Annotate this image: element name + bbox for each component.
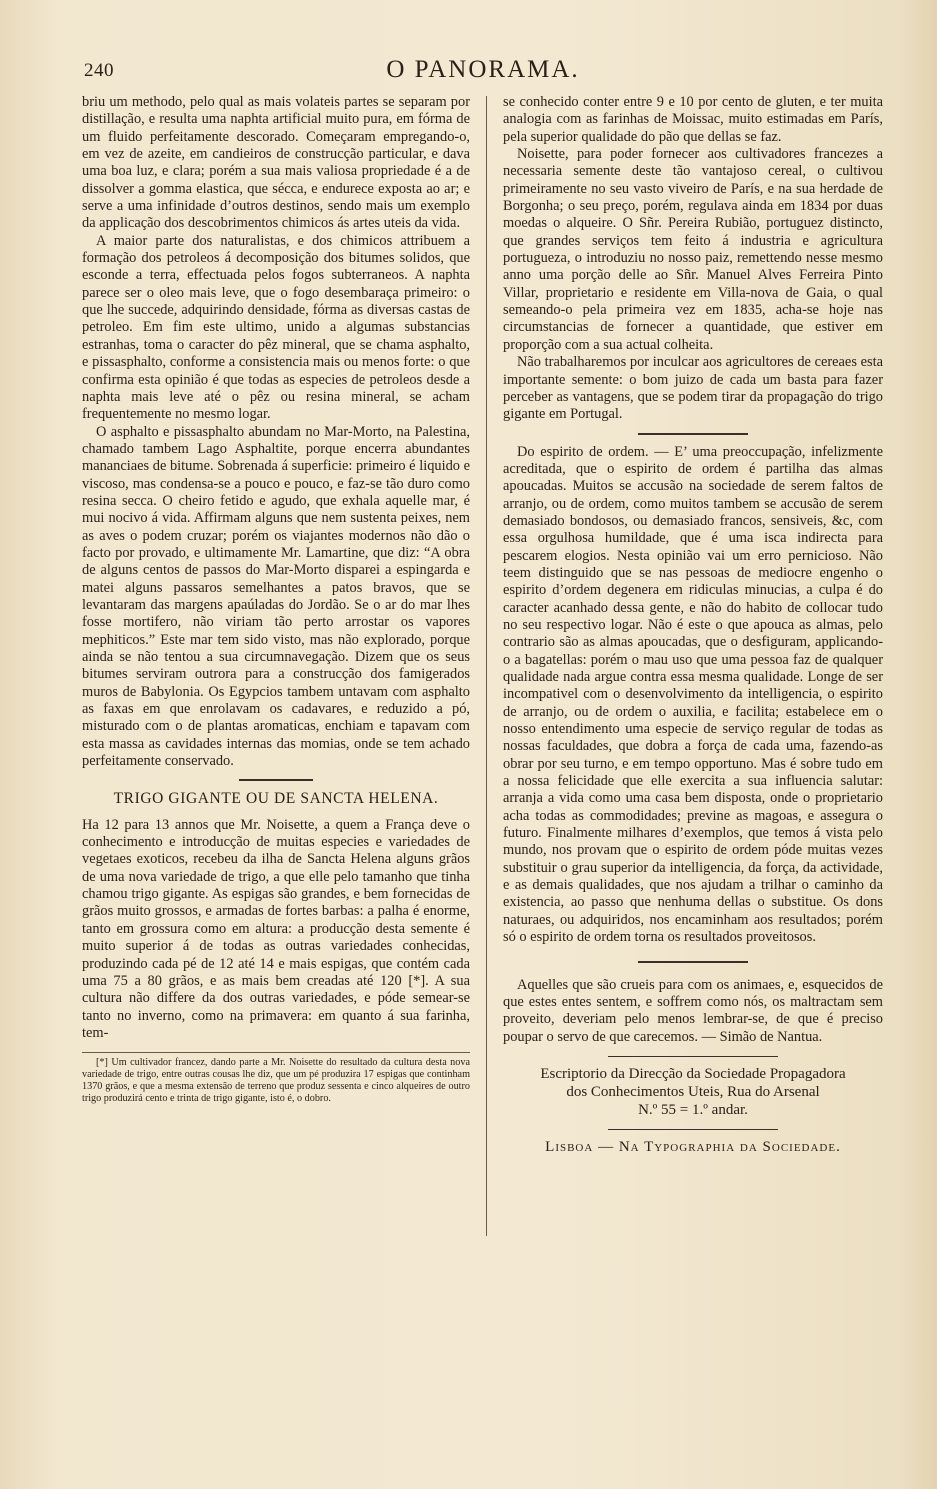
imprint-line-1: Escriptorio da Direcção da Sociedade Propagadora bbox=[540, 1065, 846, 1082]
article-divider bbox=[638, 433, 748, 435]
imprint-divider bbox=[608, 1056, 778, 1057]
imprint-line-3: N.º 55 = 1.º andar. bbox=[638, 1101, 748, 1118]
running-title: O PANORAMA. bbox=[386, 56, 580, 83]
article-divider-2 bbox=[638, 961, 748, 963]
right-paragraph-4: Do espirito de ordem. — E’ uma preoccupação, infelizmente acreditada, que o espirito de ordem é partilha das almas apoucadas. Muitos se accusão na sociedade de serem faltos de arranjo, ou de ordem, como muitos tambem se accusão de serem demasiado bondosos, ou demasiado francos, sensiveis, &c, com essa orgulhosa humildade, que é uma isca indirecta para pescarem elogios. Nesta opinião vai um erro pernicioso. Não teem distinguido que se nas pessoas de mediocre engenho o espirito d’ordem degenera em ridiculas minucias, a culpa é do caracter acanhado dessa gente, e não do habito de collocar tudo no seu respectivo logar. Não é este o que apouca as almas, pelo contrario são as almas apoucadas, que o desfiguram, applicando-o a bagatellas: porém o mau uso que uma pessoa faz de qualquer qualidade nada argue contra essa mesma qualidade. Longe de ser incompativel com o desenvolvimento da intelligencia, o espirito de arranjo, ou de ordem o auxilia, e facilita; estabelece em o nosso entendimento uma especie de serviço regular de todas as nossas faculdades, que dobra a força de cada uma, fazendo-as obrar por seu turno, e em tempo opportuno. Mas é sobre tudo em a nossa felicidade que elle exercita a sua influencia salutar: arranja a vida como uma casa bem disposta, onde o proprietario acha todas as commodidades; previne as magoas, e assegura o futuro. Finalmente milhares d’exemplos, que temos á vista pelo mundo, nos provam que o espirito de ordem póde muitas vezes substituir o grau superior da intelligencia, da força, da actividade, e as demais qualidades, que nos ajudam a trilhar o caminho da existencia, ao passo que nenhuma dellas o substitue. Os dons naturaes, ou adquiridos, nos encaminham aos resultados; porém só o espirito de ordem torna os resultados proveitosos. bbox=[503, 443, 883, 946]
imprint-line-2: dos Conhecimentos Uteis, Rua do Arsenal bbox=[566, 1083, 820, 1100]
printer-divider bbox=[608, 1129, 778, 1130]
footnote: [*] Um cultivador francez, dando parte a Mr. Noisette do resultado da cultura desta nova variedade de trigo, entre outras cousas lhe diz, que um pé produzira 17 espigas que continham 1370 grãos, e que a mesma extensão de terreno que produz sessenta e cinco alqueires de outro trigo produzirá cento e trinta de trigo gigante, isto é, o dobro. bbox=[82, 1057, 470, 1104]
right-paragraph-5: Aquelles que são crueis para com os animaes, e, esquecidos de que estes entes sentem, e soffrem como nós, os maltractam sem proveito, deveriam pelo menos lembrar-se, de que é preciso poupar o servo de que carecemos. — Simão de Nantua. bbox=[503, 976, 883, 1045]
left-paragraph-3: O asphalto e pissasphalto abundam no Mar-Morto, na Palestina, chamado tambem Lago Asphaltite, porque encerra abundantes mananciaes de bitume. Sobrenada á superficie: primeiro é liquido e viscoso, mas condensa-se a pouco e pouco, e faz-se tão duro como resina secca. O cheiro fetido e agudo, que exhala aquelle mar, é mui nocivo á vida. Affirmam alguns que nem sustenta peixes, nem as aves o podem cruzar; porém os viajantes modernos não dão o facto por provado, e ultimamente Mr. Lamartine, que diz: “A obra de alguns centos de passos do Mar-Morto disparei a espingarda e matei alguns passaros semelhantes a patos bravos, que se levantaram das margens apaúladas do Jordão. Se o ar do mar lhes fosse mortifero, não viriam tão perto arrostar os vapores mephiticos.” Este mar tem sido visto, mas não explorado, porque ainda se não tentou a sua circumnavegação. Dizem que os seus bitumes serviram outrora para a construcção dos famigerados muros de Babylonia. Os Egypcios tambem untavam com asphalto as faxas em que enrolavam os cadavares, e reduzido a pó, misturado com o de plantas aromaticas, enchiam e tapavam com esta massa as cavidades internas das momias, onde se tem achado perfeitamente conservado. bbox=[82, 423, 470, 770]
section-divider bbox=[239, 779, 313, 781]
right-paragraph-2: Noisette, para poder fornecer aos cultivadores francezes a necessaria semente deste tão vantajoso cereal, o cultivou primeiramente no seu vasto viveiro de París, e na sua herdade de Borgonha; o seu preço, porém, regulava ainda em 1834 por duas moedas o alqueire. O Sñr. Pereira Rubião, portuguez distincto, que grandes serviços tem feito á industria e agricultura portugueza, o introduziu no nosso paiz, remettendo nesse mesmo anno uma porção delle ao Sñr. Manuel Alves Ferreira Pinto Villar, proprietario e residente em Villa-nova de Gaia, o qual semeando-o pela primeira vez em 1835, acha-se hoje nas circumstancias de fornecer a quantidade, que estiver em proporção com a sua actual colheita. bbox=[503, 146, 883, 353]
footnote-divider bbox=[82, 1052, 470, 1053]
page-number: 240 bbox=[84, 60, 114, 81]
page-header bbox=[82, 56, 884, 86]
right-paragraph-3: Não trabalharemos por inculcar aos agricultores de cereaes esta importante semente: o bom juizo de cada um basta para fazer perceber as vantagens, que se podem tirar da propagação do trigo gigante em Portugal. bbox=[503, 354, 883, 423]
right-paragraph-1: se conhecido conter entre 9 e 10 por cento de gluten, e ter muita analogia com as farinhas de Moissac, muito estimadas em París, pela superior qualidade do pão que dellas se faz. bbox=[503, 94, 883, 145]
left-paragraph-2: A maior parte dos naturalistas, e dos chimicos attribuem a formação dos petroleos á decomposição dos bitumes solidos, que esconde a terra, effectuada pelos fogos subterraneos. A naphta parece ser o oleo mais leve, que o fogo desembaraça primeiro: o que lhe succede, adquirindo densidade, fórma as diversas castas de petroleo. Em fim este ultimo, unido a algumas substancias estranhas, toma o caracter do pêz mineral, que se chama asphalto, e pissasphalto, conforme a consistencia mais ou menos forte: o que confirma esta opinião é que todas as especies de petroleos desde a naphta mais leve até o pêz ou resina mineral, se acham frequentemente no mesmo logar. bbox=[82, 232, 470, 423]
printer-line: Lisboa — Na Typographia da Sociedade. bbox=[545, 1138, 841, 1155]
right-column bbox=[503, 94, 883, 1156]
section-title: TRIGO GIGANTE OU DE SANCTA HELENA. bbox=[113, 790, 439, 808]
left-paragraph-4: Ha 12 para 13 annos que Mr. Noisette, a quem a França deve o conhecimento e introducção de muitas especies e variedades de vegetaes exoticos, recebeu da ilha de Sancta Helena alguns grãos de uma nova variedade de trigo, a que elle pelo tamanho que tinha chamou trigo gigante. As espigas são grandes, e bem fornecidas de grãos muito grossos, e armadas de fortes barbas: a palha é enorme, tanto em grossura como em altura: a producção desta semente é muito superior á de todas as outras variedades conhecidas, produzindo cada pé de 12 até 14 e mais espigas, que contém cada uma 75 a 80 grãos, e as mais bem creadas até 120 [*]. A sua cultura não differe da dos outras variedades, e póde semear-se tanto no inverno, como na primavera: em quanto á sua farinha, tem- bbox=[82, 816, 470, 1041]
left-column bbox=[82, 94, 470, 1105]
column-rule bbox=[486, 96, 487, 1236]
left-paragraph-1: briu um methodo, pelo qual as mais volateis partes se separam por distillação, e resulta uma naphta artificial muito pura, em fórma de um fluido perfeitamente descorado. Começaram empregando-o, em vez de azeite, em candieiros de construcção particular, e dava uma boa luz, e clara; porém a sua mais valiosa propriedade é a de dissolver a gomma elastica, que sécca, e endurece exposta ao ar; e serve a uma infinidade d’outros destinos, sendo mais um exemplo da applicação dos descobrimentos chimicos ás artes uteis da vida. bbox=[82, 94, 470, 232]
